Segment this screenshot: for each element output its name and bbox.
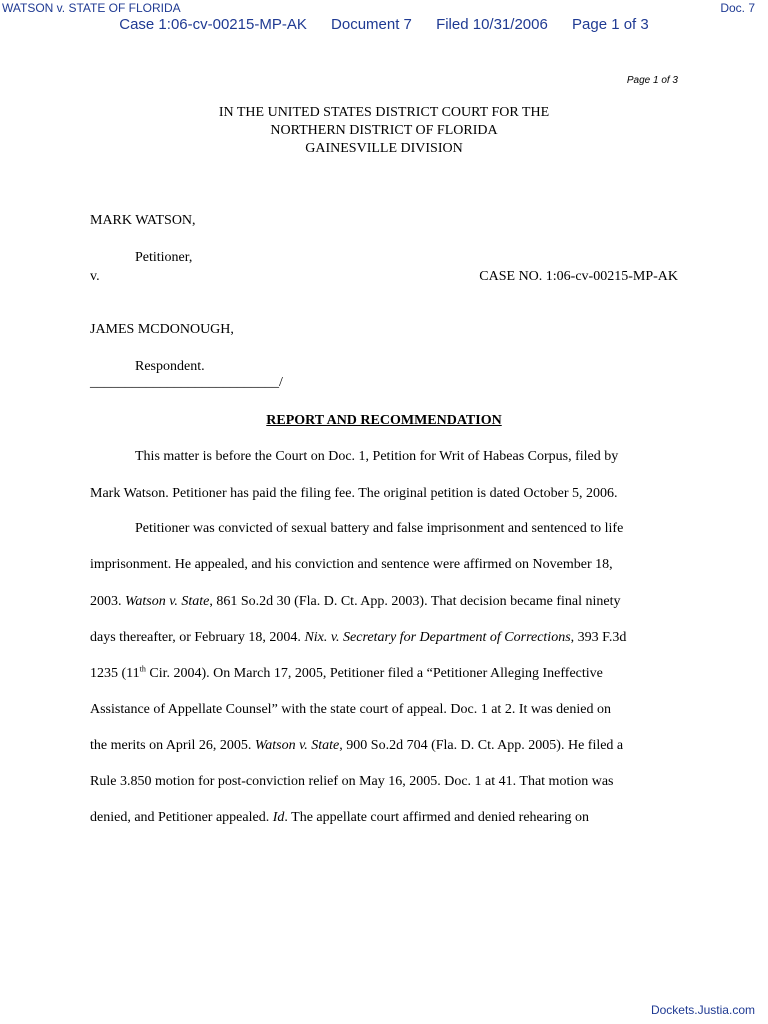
text: , 393 F.3d: [570, 630, 627, 645]
text: Cir. 2004). On March 17, 2005, Petitioner filed a “Petitioner Alleging Ineffective: [145, 666, 603, 681]
court-heading-line3: GAINESVILLE DIVISION: [305, 141, 463, 156]
case-citation: Watson v. State: [125, 594, 210, 609]
case-citation: Watson v. State: [254, 738, 340, 753]
text: days thereafter, or February 18, 2004.: [90, 630, 305, 645]
filed-date: Filed 10/31/2006: [436, 16, 548, 33]
body-line: imprisonment. He appealed, and his conviction and sentence were affirmed on November 18,: [90, 557, 613, 572]
body-line: Mark Watson. Petitioner has paid the filing fee. The original petition is dated October 5, 2006.: [90, 486, 618, 501]
doc-number-link[interactable]: Doc. 7: [720, 1, 755, 15]
text: denied, and Petitioner appealed.: [90, 810, 273, 825]
filing-header: [0, 16, 768, 33]
caption-rule: ___________________________/: [90, 375, 283, 390]
justia-dockets-link[interactable]: Dockets.Justia.com: [650, 1003, 755, 1017]
superscript: th: [139, 664, 146, 674]
body-line: Rule 3.850 motion for post-conviction relief on May 16, 2005. Doc. 1 at 41. That motion was: [90, 774, 614, 789]
case-number-caption: CASE NO. 1:06-cv-00215-MP-AK: [479, 269, 678, 284]
body-line: This matter is before the Court on Doc. 1, Petition for Writ of Habeas Corpus, filed by: [135, 449, 619, 464]
body-line: [90, 630, 626, 646]
text: the merits on April 26, 2005.: [90, 738, 255, 753]
versus: v.: [90, 269, 100, 284]
document-number: Document 7: [331, 16, 412, 33]
page-marker: Page 1 of 3: [626, 75, 678, 86]
body-line: Petitioner was convicted of sexual battery and false imprisonment and sentenced to life: [135, 521, 624, 536]
id-citation: Id: [272, 810, 285, 825]
text: 2003.: [90, 594, 125, 609]
document-title: REPORT AND RECOMMENDATION: [266, 413, 502, 428]
text: , 861 So.2d 30 (Fla. D. Ct. App. 2003). That decision became final ninety: [209, 594, 621, 609]
body-line: [90, 666, 603, 682]
respondent-role: Respondent.: [135, 359, 205, 374]
text: 1235 (11: [90, 666, 140, 681]
case-citation: Nix. v. Secretary for Department of Corrections: [304, 630, 571, 645]
respondent-name: JAMES MCDONOUGH,: [90, 322, 234, 337]
body-line: [90, 810, 589, 826]
case-number: Case 1:06-cv-00215-MP-AK: [119, 16, 307, 33]
text: . The appellate court affirmed and denied rehearing on: [284, 810, 590, 825]
court-heading-line1: IN THE UNITED STATES DISTRICT COURT FOR THE: [218, 105, 550, 120]
page-count: Page 1 of 3: [572, 16, 649, 33]
petitioner-name: MARK WATSON,: [90, 213, 196, 228]
case-title-link[interactable]: WATSON v. STATE OF FLORIDA: [2, 1, 181, 15]
body-line: Assistance of Appellate Counsel” with the state court of appeal. Doc. 1 at 2. It was denied on: [90, 702, 611, 717]
petitioner-role: Petitioner,: [135, 250, 193, 265]
text: , 900 So.2d 704 (Fla. D. Ct. App. 2005). He filed a: [339, 738, 624, 753]
court-heading-line2: NORTHERN DISTRICT OF FLORIDA: [270, 123, 498, 138]
body-line: [90, 594, 621, 610]
body-line: [90, 738, 623, 754]
